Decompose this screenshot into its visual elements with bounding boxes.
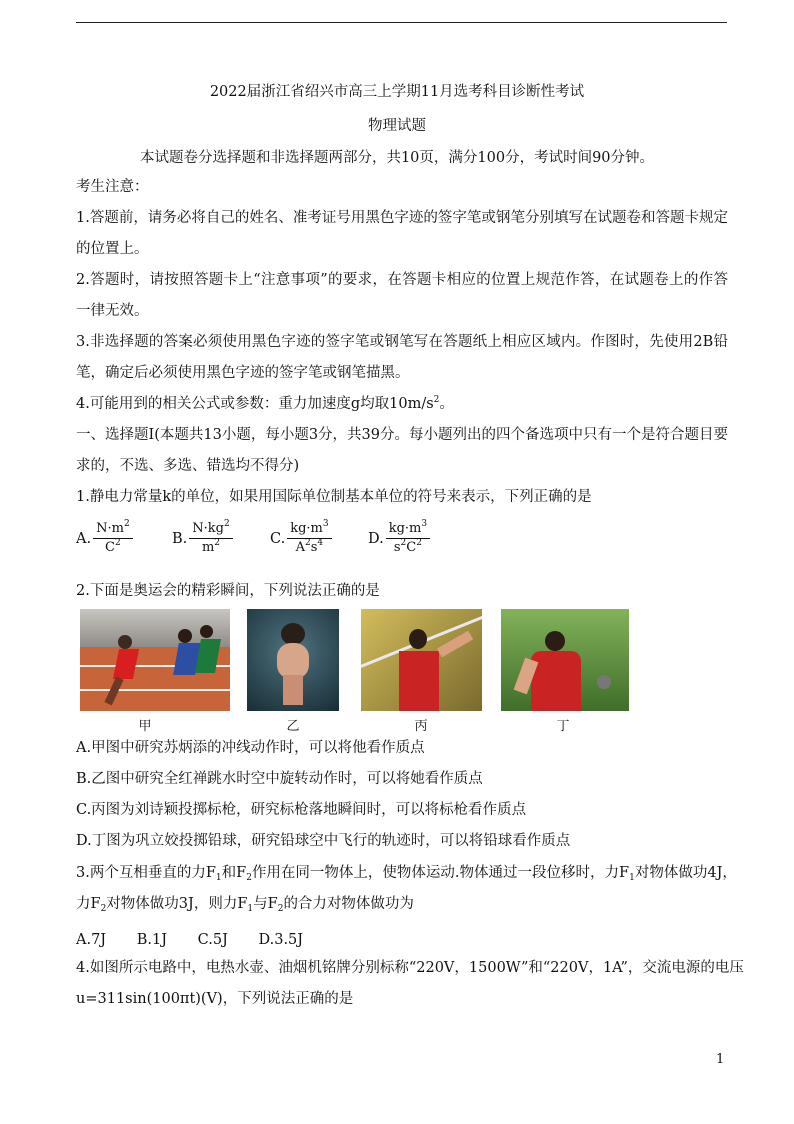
q1-a-fraction [93, 520, 133, 557]
q1-d-num-exp: 3 [421, 519, 428, 529]
q1-b-denominator [199, 539, 223, 557]
note-1: 1.答题前，请务必将自己的姓名、准考证号用黑色字迹的签字笔或钢笔分别填写在试题卷和答题卡规定的位置上。 [76, 210, 728, 257]
q3-l1-d: 对物体做功4J， [634, 865, 737, 881]
q1-a-denominator [102, 539, 124, 557]
photo-javelin [361, 609, 482, 711]
q1-d-den-b: C [406, 540, 417, 555]
q3-sub-4: 2 [100, 904, 107, 914]
q1-a-den-text: C [105, 540, 115, 555]
q1-c-numerator [287, 520, 331, 539]
q1-c-den-a: A [295, 540, 306, 555]
q3-sub-2: 2 [246, 873, 252, 883]
q1-b-numerator [189, 520, 232, 539]
q4-stem-line2: u=311sin(100πt)(V)，下列说法正确的是 [76, 991, 354, 1007]
photo-shotput-athlete-body [531, 651, 581, 711]
q1-b-den-text: m [201, 540, 215, 555]
q3-l2-c: 与F [253, 896, 278, 912]
q3-sub-5: 1 [247, 904, 254, 914]
q1-c-label: C. [270, 530, 286, 547]
note-3: 3.非选择题的答案必须使用黑色字迹的签字笔或钢笔写在答题纸上相应区域内。作图时，先使用2B铅笔，确定后必须使用黑色字迹的签字笔或钢笔描黑。 [76, 334, 728, 381]
photo-sprint-runner3-head [200, 625, 213, 638]
photo-javelin-athlete-body [399, 651, 439, 711]
q1-a-label: A. [76, 530, 92, 547]
caption-jia: 甲 [138, 719, 152, 734]
top-rule [76, 22, 727, 23]
q3-l1-a: 3.两个互相垂直的力F [76, 865, 216, 881]
q3-l2-a: 力F [76, 896, 101, 912]
q3-stem-line1 [76, 858, 737, 889]
photo-sprint-runner1-head [118, 635, 132, 649]
photo-sprint-runner2-head [178, 629, 192, 643]
q1-option-c [270, 520, 332, 557]
q1-d-denominator [391, 539, 425, 557]
q1-c-fraction [287, 520, 331, 557]
q3-l1-c: 作用在同一物体上，使物体运动.物体通过一段位移时，力F [251, 865, 630, 881]
q1-option-a [76, 520, 133, 557]
q1-c-den-a-exp: 2 [305, 538, 311, 548]
q2-option-a: A.甲图中研究苏炳添的冲线动作时，可以将他看作质点 [76, 740, 425, 756]
q1-option-b [172, 520, 233, 557]
q1-c-num-exp: 3 [322, 519, 329, 529]
q1-d-den-a-exp: 2 [400, 538, 407, 548]
photo-shotput [501, 609, 629, 711]
q2-option-c: C.丙图为刘诗颖投掷标枪，研究标枪落地瞬间时，可以将标枪看作质点 [76, 802, 527, 818]
q3-l1-b: 和F [221, 865, 247, 881]
section-heading: 一、选择题I(本题共13小题，每小题3分，共39分。每小题列出的四个备选项中只有一个是符合题目要求的，不选、多选、错选均不得分) [76, 427, 729, 474]
q1-a-numerator [93, 520, 133, 539]
q1-d-label: D. [368, 530, 384, 547]
note-4-text: 4.可能用到的相关公式或参数：重力加速度g均取10m/s [76, 396, 434, 412]
q1-c-denominator [293, 539, 327, 557]
caption-yi: 乙 [286, 719, 300, 734]
q3-option-c: C.5J [197, 932, 228, 948]
q2-option-d: D.丁图为巩立姣投掷铅球，研究铅球空中飞行的轨迹时，可以将铅球看作质点 [76, 833, 571, 849]
photo-diver-legs [283, 675, 303, 705]
photo-javelin-athlete-head [409, 629, 427, 649]
photo-shotput-athlete-head [545, 631, 565, 651]
q3-stem-line2 [76, 889, 728, 920]
exam-intro: 本试题卷分选择题和非选择题两部分，共10页，满分100分，考试时间90分钟。 [139, 150, 655, 166]
q1-option-d [368, 520, 430, 557]
note-4 [76, 389, 728, 420]
q3-l2-d: 的合力对物体做功为 [283, 896, 414, 912]
q1-d-fraction [386, 520, 430, 557]
note-2: 2.答题时，请按照答题卡上“注意事项”的要求，在答题卡相应的位置上规范作答，在试题卷上的作答一律无效。 [76, 272, 728, 319]
q2-option-b: B.乙图中研究全红禅跳水时空中旋转动作时，可以将她看作质点 [76, 771, 483, 787]
q1-a-num-text: N·m [96, 521, 124, 536]
photo-sprint-lane-2 [80, 689, 230, 691]
q1-stem: 1.静电力常量k的单位，如果用国际单位制基本单位的符号来表示，下列正确的是 [76, 489, 592, 505]
caption-ding: 丁 [556, 719, 570, 734]
q1-b-num-text: N·kg [192, 521, 224, 536]
q3-option-b: B.1J [136, 932, 168, 948]
q1-d-den-a: s [393, 540, 401, 555]
q3-sub-3: 1 [629, 873, 635, 883]
q3-sub-1: 1 [215, 873, 222, 883]
photo-diver-body [277, 643, 309, 679]
note-4-end: 。 [439, 396, 454, 412]
photo-sprint [80, 609, 230, 711]
exam-title: 2022届浙江省绍兴市高三上学期11月选考科目诊断性考试 [209, 84, 585, 100]
q3-sub-6: 2 [277, 904, 284, 914]
photo-diver-head [281, 623, 305, 645]
caption-bing: 丙 [414, 719, 428, 734]
q1-d-den-b-exp: 2 [416, 538, 422, 548]
photo-diver [247, 609, 339, 711]
q1-a-num-exp: 2 [123, 519, 130, 529]
q3-options [76, 928, 329, 952]
q3-l2-b: 对物体做功3J，则力F [106, 896, 248, 912]
q4-stem-line1: 4.如图所示电路中，电热水壶、油烟机铭牌分别标称“220V，1500W”和“220V，1A”，交流电源的电压 [76, 960, 744, 976]
q1-b-fraction [189, 520, 232, 557]
q1-c-den-b-exp: 4 [317, 538, 324, 548]
photo-shotput-ball [597, 675, 611, 689]
q3-option-d: D.3.5J [258, 932, 304, 948]
q1-d-num-text: kg·m [388, 521, 422, 536]
q3-option-a: A.7J [76, 932, 107, 948]
q1-a-den-exp: 2 [114, 538, 121, 548]
q1-b-den-exp: 2 [214, 538, 221, 548]
q1-options [76, 520, 728, 570]
note-4-exponent: 2 [433, 395, 440, 405]
page-number: 1 [716, 1052, 725, 1067]
q1-d-numerator [386, 520, 430, 539]
q1-b-label: B. [172, 530, 188, 547]
exam-subtitle: 物理试题 [368, 118, 426, 134]
q1-b-num-exp: 2 [223, 519, 230, 529]
q2-stem: 2.下面是奥运会的精彩瞬间，下列说法正确的是 [76, 583, 380, 599]
notes-heading: 考生注意： [76, 179, 149, 195]
q1-c-num-text: kg·m [290, 521, 323, 536]
q1-c-den-b: s [310, 540, 318, 555]
